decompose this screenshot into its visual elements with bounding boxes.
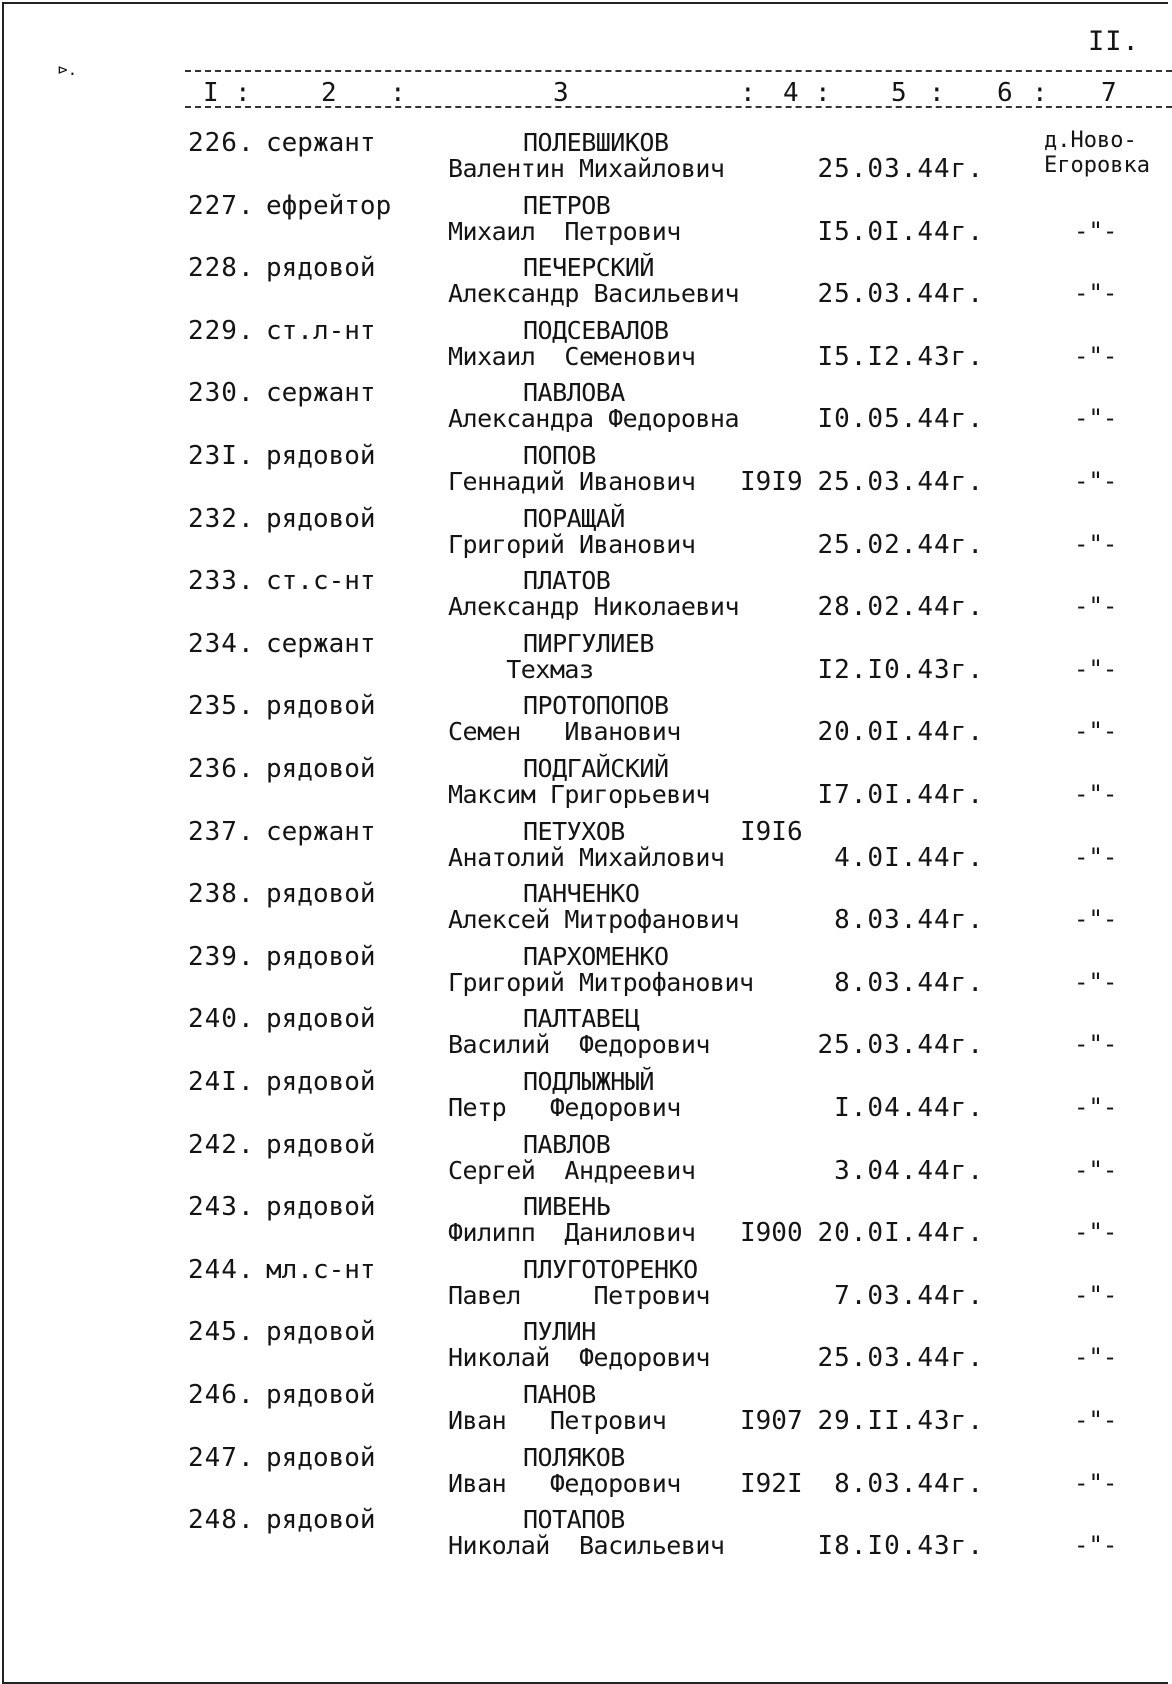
- record-given-names: Михаил Петрович: [448, 216, 681, 246]
- record-rank: рядовой: [266, 1505, 376, 1536]
- record-date: 25.03.44г.: [817, 1343, 984, 1374]
- record-date: I7.0I.44г.: [817, 780, 984, 810]
- record-row: [0, 253, 1172, 315]
- record-rank: рядовой: [266, 253, 376, 284]
- column-number-6: 6: [997, 78, 1013, 108]
- record-date: I5.0I.44г.: [817, 216, 984, 247]
- record-number: 236.: [188, 754, 255, 784]
- record-date: 20.0I.44г.: [817, 717, 984, 748]
- record-given-names: Иван Петрович: [448, 1406, 667, 1435]
- column-separator: :: [815, 78, 831, 108]
- record-surname: ПОПОВ: [523, 441, 596, 470]
- record-surname: ПУЛИН: [523, 1317, 596, 1347]
- record-number: 235.: [188, 691, 255, 722]
- record-date: 25.03.44г.: [817, 467, 984, 497]
- column-header: [185, 78, 1172, 108]
- record-surname: ПАВЛОВ: [523, 1129, 611, 1159]
- record-place: -"-: [1074, 1030, 1118, 1059]
- record-rank: рядовой: [266, 1129, 376, 1160]
- record-surname: ПИРГУЛИЕВ: [523, 628, 654, 658]
- record-rank: рядовой: [266, 1380, 376, 1410]
- record-given-names: Алексей Митрофанович: [448, 905, 740, 935]
- column-number-5: 5: [891, 78, 907, 108]
- record-surname: ПЛУГОТОРЕНКО: [523, 1254, 698, 1284]
- record-birth-year: I9I6: [740, 816, 803, 847]
- record-number: 246.: [188, 1380, 255, 1410]
- record-place: -"-: [1074, 1280, 1118, 1309]
- record-number: 24I.: [188, 1067, 255, 1097]
- record-surname: ПОЛЕВШИКОВ: [523, 128, 669, 157]
- record-number: 230.: [188, 378, 255, 409]
- record-place: -"-: [1074, 905, 1118, 934]
- record-row: [0, 879, 1172, 941]
- record-row: [0, 1067, 1172, 1129]
- record-surname: ПАРХОМЕНКО: [523, 941, 669, 971]
- record-place: -"-: [1074, 592, 1118, 621]
- record-given-names: Филипп Данилович: [448, 1218, 696, 1248]
- record-date: 8.03.44г.: [834, 1468, 984, 1499]
- record-place: -"-: [1074, 279, 1118, 308]
- record-date: 25.03.44г.: [817, 1030, 984, 1061]
- record-number: 248.: [188, 1505, 255, 1536]
- column-separator: :: [1032, 78, 1048, 108]
- record-birth-year: I9I9: [740, 467, 803, 497]
- record-given-names: Геннадий Иванович: [448, 467, 696, 496]
- record-rank: рядовой: [266, 1442, 376, 1473]
- column-number-4: 4: [783, 78, 799, 108]
- record-row: [0, 1004, 1172, 1066]
- record-given-names: Петр Федорович: [448, 1093, 681, 1122]
- record-place: -"-: [1074, 529, 1118, 558]
- record-date: I2.I0.43г.: [817, 654, 984, 685]
- record-place: -"-: [1074, 967, 1118, 996]
- record-row: [0, 1192, 1172, 1254]
- record-given-names: Григорий Иванович: [448, 529, 696, 559]
- record-rank: сержант: [266, 816, 376, 847]
- record-number: 23I.: [188, 441, 255, 471]
- column-number-1: I: [203, 78, 219, 108]
- record-row: [0, 378, 1172, 440]
- record-date: I0.05.44г.: [817, 404, 984, 435]
- record-row: [0, 1380, 1172, 1442]
- record-surname: ПЛАТОВ: [523, 566, 611, 596]
- record-date: 3.04.44г.: [834, 1155, 984, 1186]
- record-date: 7.03.44г.: [834, 1280, 984, 1311]
- record-given-names: Александр Николаевич: [448, 592, 740, 622]
- record-number: 245.: [188, 1317, 255, 1348]
- column-number-3: 3: [553, 78, 569, 108]
- header-rule-top: [185, 70, 1172, 72]
- record-date: 8.03.44г.: [834, 905, 984, 936]
- record-number: 244.: [188, 1254, 255, 1285]
- record-surname: ПОДСЕВАЛОВ: [523, 315, 669, 345]
- record-date: I.04.44г.: [834, 1093, 984, 1123]
- record-given-names: Техмаз: [448, 654, 594, 684]
- record-place: -"-: [1074, 216, 1118, 245]
- record-given-names: Анатолий Михайлович: [448, 842, 725, 872]
- record-number: 226.: [188, 128, 255, 158]
- record-surname: ПРОТОПОПОВ: [523, 691, 669, 721]
- record-rank: рядовой: [266, 691, 376, 722]
- record-surname: ПАВЛОВА: [523, 378, 625, 408]
- record-place: -"-: [1074, 654, 1118, 683]
- record-date: 25.02.44г.: [817, 529, 984, 560]
- record-given-names: Василий Федорович: [448, 1030, 710, 1060]
- record-surname: ПАНОВ: [523, 1380, 596, 1409]
- record-number: 233.: [188, 566, 255, 597]
- record-given-names: Сергей Андреевич: [448, 1155, 696, 1185]
- record-place: -"-: [1074, 842, 1118, 871]
- header-rule-bottom: [185, 106, 1172, 108]
- record-rank: мл.с-нт: [266, 1254, 376, 1285]
- record-number: 247.: [188, 1442, 255, 1473]
- record-surname: ПАЛТАВЕЦ: [523, 1004, 640, 1034]
- record-place: -"-: [1074, 780, 1118, 808]
- record-date: 8.03.44г.: [834, 967, 984, 998]
- record-place: -"-: [1074, 1468, 1118, 1497]
- record-rank: рядовой: [266, 1192, 376, 1223]
- column-separator: :: [235, 78, 251, 108]
- record-row: [0, 441, 1172, 503]
- column-separator: :: [740, 78, 756, 108]
- record-rank: ст.л-нт: [266, 315, 376, 346]
- record-given-names: Александр Васильевич: [448, 279, 740, 309]
- record-rank: рядовой: [266, 1317, 376, 1348]
- record-place: -"-: [1074, 1531, 1118, 1560]
- record-given-names: Михаил Семенович: [448, 341, 696, 371]
- record-surname: ПЕТРОВ: [523, 190, 611, 220]
- record-place: д.Ново- Егоровка: [1044, 128, 1150, 178]
- record-surname: ПОРАЩАЙ: [523, 503, 625, 533]
- record-number: 229.: [188, 315, 255, 346]
- record-given-names: Валентин Михайлович: [448, 154, 725, 183]
- record-place: -"-: [1074, 1218, 1118, 1247]
- record-date: 4.0I.44г.: [834, 842, 984, 873]
- record-rank: рядовой: [266, 441, 376, 471]
- record-row: [0, 128, 1172, 190]
- record-given-names: Николай Васильевич: [448, 1531, 725, 1561]
- record-date: 28.02.44г.: [817, 592, 984, 623]
- record-place: -"-: [1074, 1093, 1118, 1121]
- record-row: [0, 1317, 1172, 1379]
- record-date: 25.03.44г.: [817, 279, 984, 310]
- record-surname: ПЕТУХОВ: [523, 816, 625, 846]
- record-surname: ПОТАПОВ: [523, 1505, 625, 1535]
- record-rank: рядовой: [266, 1004, 376, 1035]
- margin-mark: ⊳.: [58, 60, 78, 79]
- record-given-names: Иван Федорович: [448, 1468, 681, 1498]
- record-rank: рядовой: [266, 1067, 376, 1097]
- record-rank: рядовой: [266, 879, 376, 910]
- record-given-names: Максим Григорьевич: [448, 780, 710, 809]
- column-number-7: 7: [1101, 78, 1117, 108]
- column-separator: :: [390, 78, 406, 108]
- record-number: 227.: [188, 190, 255, 221]
- record-date: 29.II.43г.: [817, 1406, 984, 1436]
- record-row: [0, 316, 1172, 378]
- record-row: [0, 691, 1172, 753]
- record-surname: ПАНЧЕНКО: [523, 879, 640, 909]
- record-surname: ПЕЧЕРСКИЙ: [523, 253, 654, 283]
- record-place: -"-: [1074, 1406, 1118, 1434]
- record-birth-year: I900: [740, 1218, 803, 1249]
- record-number: 240.: [188, 1004, 255, 1035]
- record-number: 239.: [188, 941, 255, 972]
- record-row: [0, 191, 1172, 253]
- page-number: II.: [1088, 26, 1140, 57]
- column-number-2: 2: [321, 78, 337, 108]
- record-place: -"-: [1074, 1343, 1118, 1372]
- record-rank: сержант: [266, 378, 376, 409]
- record-rank: ефрейтор: [266, 190, 392, 221]
- record-place: -"-: [1074, 717, 1118, 746]
- record-number: 228.: [188, 253, 255, 284]
- record-given-names: Павел Петрович: [448, 1280, 710, 1310]
- record-rank: сержант: [266, 628, 376, 659]
- record-date: 25.03.44г.: [817, 154, 984, 184]
- record-number: 237.: [188, 816, 255, 847]
- record-row: [0, 817, 1172, 879]
- record-given-names: Николай Федорович: [448, 1343, 710, 1373]
- record-row: [0, 1130, 1172, 1192]
- record-rank: ст.с-нт: [266, 566, 376, 597]
- record-surname: ПИВЕНЬ: [523, 1192, 611, 1222]
- record-surname: ПОЛЯКОВ: [523, 1442, 625, 1472]
- record-date: 20.0I.44г.: [817, 1218, 984, 1249]
- record-surname: ПОДЛЫЖНЫЙ: [523, 1067, 654, 1096]
- record-place: -"-: [1074, 341, 1118, 370]
- record-rank: рядовой: [266, 941, 376, 972]
- record-row: [0, 504, 1172, 566]
- record-birth-year: I92I: [740, 1468, 803, 1499]
- record-row: [0, 1505, 1172, 1567]
- record-rank: рядовой: [266, 503, 376, 534]
- record-number: 232.: [188, 503, 255, 534]
- column-separator: :: [929, 78, 945, 108]
- record-given-names: Семен Иванович: [448, 717, 681, 747]
- record-given-names: Григорий Митрофанович: [448, 967, 754, 997]
- record-row: [0, 754, 1172, 816]
- record-number: 238.: [188, 879, 255, 910]
- record-date: I5.I2.43г.: [817, 341, 984, 372]
- record-place: -"-: [1074, 1155, 1118, 1184]
- record-number: 243.: [188, 1192, 255, 1223]
- record-date: I8.I0.43г.: [817, 1531, 984, 1562]
- record-rank: сержант: [266, 128, 376, 158]
- record-row: [0, 1255, 1172, 1317]
- record-birth-year: I907: [740, 1406, 803, 1436]
- record-row: [0, 566, 1172, 628]
- record-surname: ПОДГАЙСКИЙ: [523, 754, 669, 783]
- record-row: [0, 629, 1172, 691]
- record-given-names: Александра Федоровна: [448, 404, 740, 434]
- record-rank: рядовой: [266, 754, 376, 784]
- record-number: 242.: [188, 1129, 255, 1160]
- record-place: -"-: [1074, 404, 1118, 433]
- record-place: -"-: [1074, 467, 1118, 495]
- record-number: 234.: [188, 628, 255, 659]
- record-row: [0, 942, 1172, 1004]
- record-row: [0, 1443, 1172, 1505]
